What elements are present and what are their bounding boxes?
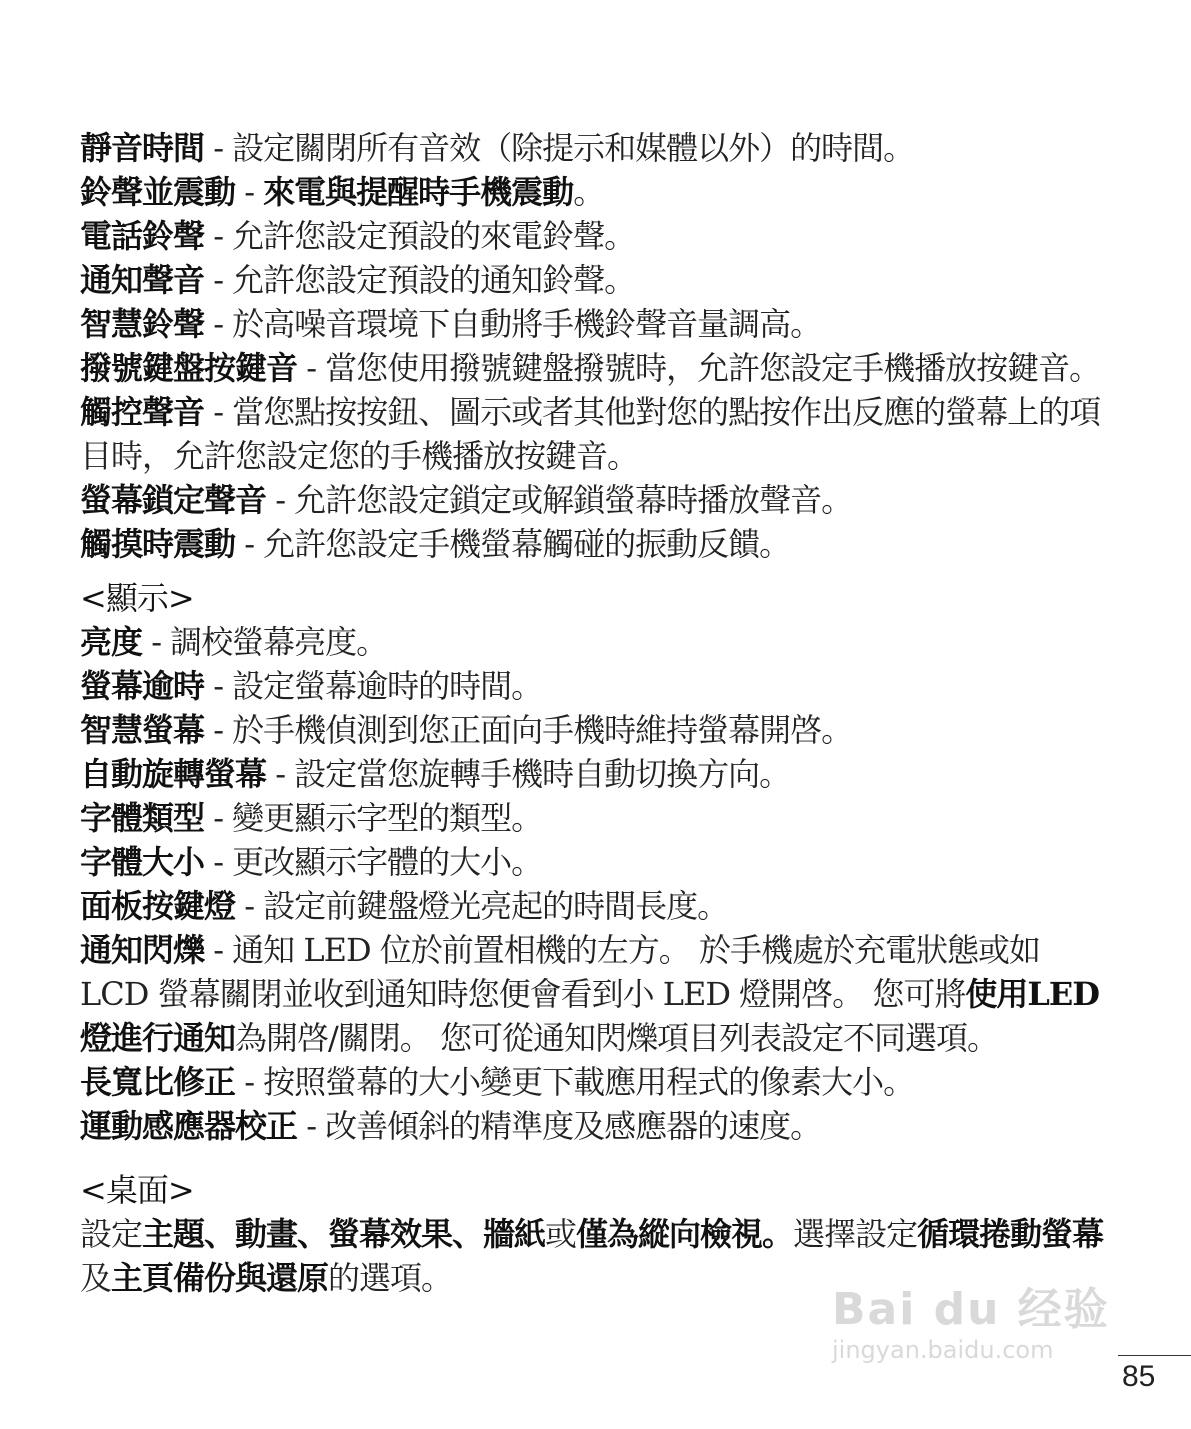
entry-description: 更改顯示字體的大小。 [232,843,543,881]
entry-description: 按照螢幕的大小變更下載應用程式的像素大小。 [263,1063,915,1101]
setting-entry [80,884,1110,928]
entry-description: 變更顯示字型的類型。 [232,799,543,837]
entry-term: 長寬比修正 [80,1063,236,1101]
entry-description: 來電與提醒時手機震動 [263,173,574,211]
entry-term: 靜音時間 [80,129,205,167]
setting-entry [80,390,1110,478]
setting-entry [80,522,1110,566]
entry-separator: - [204,393,233,431]
entry-term: 撥號鍵盤按鍵音 [80,349,298,387]
entry-term: 面板按鍵燈 [80,887,236,925]
page-number-rule [1118,1355,1191,1356]
entry-separator: - [235,887,264,925]
setting-entry [80,752,1110,796]
entry-separator: - [204,667,233,705]
entry-term: 智慧螢幕 [80,711,205,749]
entry-separator: - [235,173,264,211]
entry-separator: - [266,755,295,793]
entry-description: 通知 LED 位於前置相機的左方。 於手機處於充電狀態或如 LCD 螢幕關閉並收到通知時您便會看到小 LED 燈開啓。 您可將 [80,931,1040,1013]
setting-entry [80,478,1110,522]
entry-term: 觸控聲音 [80,393,205,431]
entry-description: 設定前鍵盤燈光亮起的時間長度。 [263,887,729,925]
entry-separator: - [204,261,233,299]
entry-term: 螢幕鎖定聲音 [80,481,267,519]
home-text: 的選項。 [328,1259,453,1297]
setting-entry [80,708,1110,752]
entry-bold-option: 使用LED燈進行通知 [80,975,1100,1057]
display-settings-list [80,620,1110,928]
entry-description: 當您點按按鈕、圖示或者其他對您的點按作出反應的螢幕上的項目時，允許您設定您的手機播放按鍵音。 [80,393,1101,475]
home-bold: 主頁備份與還原 [111,1259,329,1297]
home-bold: 循環捲動螢幕 [917,1215,1104,1253]
setting-entry [80,620,1110,664]
entry-separator: - [235,525,264,563]
entry-description: 設定螢幕逾時的時間。 [232,667,543,705]
entry-term: 電話鈴聲 [80,217,205,255]
section-heading-home: <桌面> [80,1171,194,1209]
setting-entry [80,258,1110,302]
home-text: 選擇設定 [793,1215,918,1253]
entry-term: 通知聲音 [80,261,205,299]
setting-entry [80,1104,1110,1148]
entry-separator: - [204,305,233,343]
baidu-watermark [832,1285,1132,1375]
entry-description: 允許您設定預設的通知鈴聲。 [232,261,636,299]
home-bold: 僅為縱向檢視。 [576,1215,794,1253]
setting-entry [80,664,1110,708]
entry-description-tail: 為開啓/關閉。 您可從通知閃爍項目列表設定不同選項。 [235,1019,998,1057]
entry-separator: - [142,623,171,661]
section-heading-display: <顯示> [80,579,194,617]
entry-description: 設定關閉所有音效（除提示和媒體以外）的時間。 [232,129,915,167]
entry-description: 於手機偵測到您正面向手機時維持螢幕開啓。 [232,711,853,749]
entry-separator: - [204,931,233,969]
entry-description: 允許您設定手機螢幕觸碰的振動反饋。 [263,525,791,563]
entry-separator: - [204,843,233,881]
entry-description: 設定當您旋轉手機時自動切換方向。 [294,755,791,793]
entry-term: 運動感應器校正 [80,1107,298,1145]
notification-flash-entry [80,928,1110,1060]
setting-entry [80,302,1110,346]
setting-entry [80,214,1110,258]
entry-separator: - [204,799,233,837]
entry-term: 亮度 [80,623,143,661]
entry-separator: - [235,1063,264,1101]
entry-description: 當您使用撥號鍵盤撥號時，允許您設定手機播放按鍵音。 [325,349,1101,387]
entry-description: 允許您設定預設的來電鈴聲。 [232,217,636,255]
entry-description: 改善傾斜的精準度及感應器的速度。 [325,1107,822,1145]
home-text: 設定 [80,1215,143,1253]
home-text: 或 [545,1215,577,1253]
setting-entry [80,840,1110,884]
entry-term: 螢幕逾時 [80,667,205,705]
entry-term: 智慧鈴聲 [80,305,205,343]
entry-term: 通知閃爍 [80,931,205,969]
watermark-logo: Bai du 经验 [832,1284,1110,1335]
manual-page-content [80,126,1110,1300]
entry-end-punctuation: 。 [573,173,605,211]
setting-entry [80,1060,1110,1104]
home-bold: 主題、動畫、螢幕效果、牆紙 [142,1215,546,1253]
setting-entry [80,170,1110,214]
entry-description: 於高噪音環境下自動將手機鈴聲音量調高。 [232,305,822,343]
entry-separator: - [204,711,233,749]
entry-separator: - [297,1107,326,1145]
watermark-url: jingyan.baidu.com [832,1336,1054,1364]
entry-separator: - [297,349,326,387]
home-text: 及 [80,1259,112,1297]
display-settings-list-continued [80,1060,1110,1148]
sound-settings-list [80,126,1110,566]
entry-separator: - [204,129,233,167]
entry-description: 允許您設定鎖定或解鎖螢幕時播放聲音。 [294,481,853,519]
entry-separator: - [266,481,295,519]
entry-term: 字體類型 [80,799,205,837]
setting-entry [80,346,1110,390]
page-number: 85 [1122,1360,1156,1393]
entry-term: 觸摸時震動 [80,525,236,563]
entry-term: 鈴聲並震動 [80,173,236,211]
setting-entry [80,796,1110,840]
setting-entry [80,126,1110,170]
entry-separator: - [204,217,233,255]
entry-term: 自動旋轉螢幕 [80,755,267,793]
entry-description: 調校螢幕亮度。 [170,623,388,661]
entry-term: 字體大小 [80,843,205,881]
